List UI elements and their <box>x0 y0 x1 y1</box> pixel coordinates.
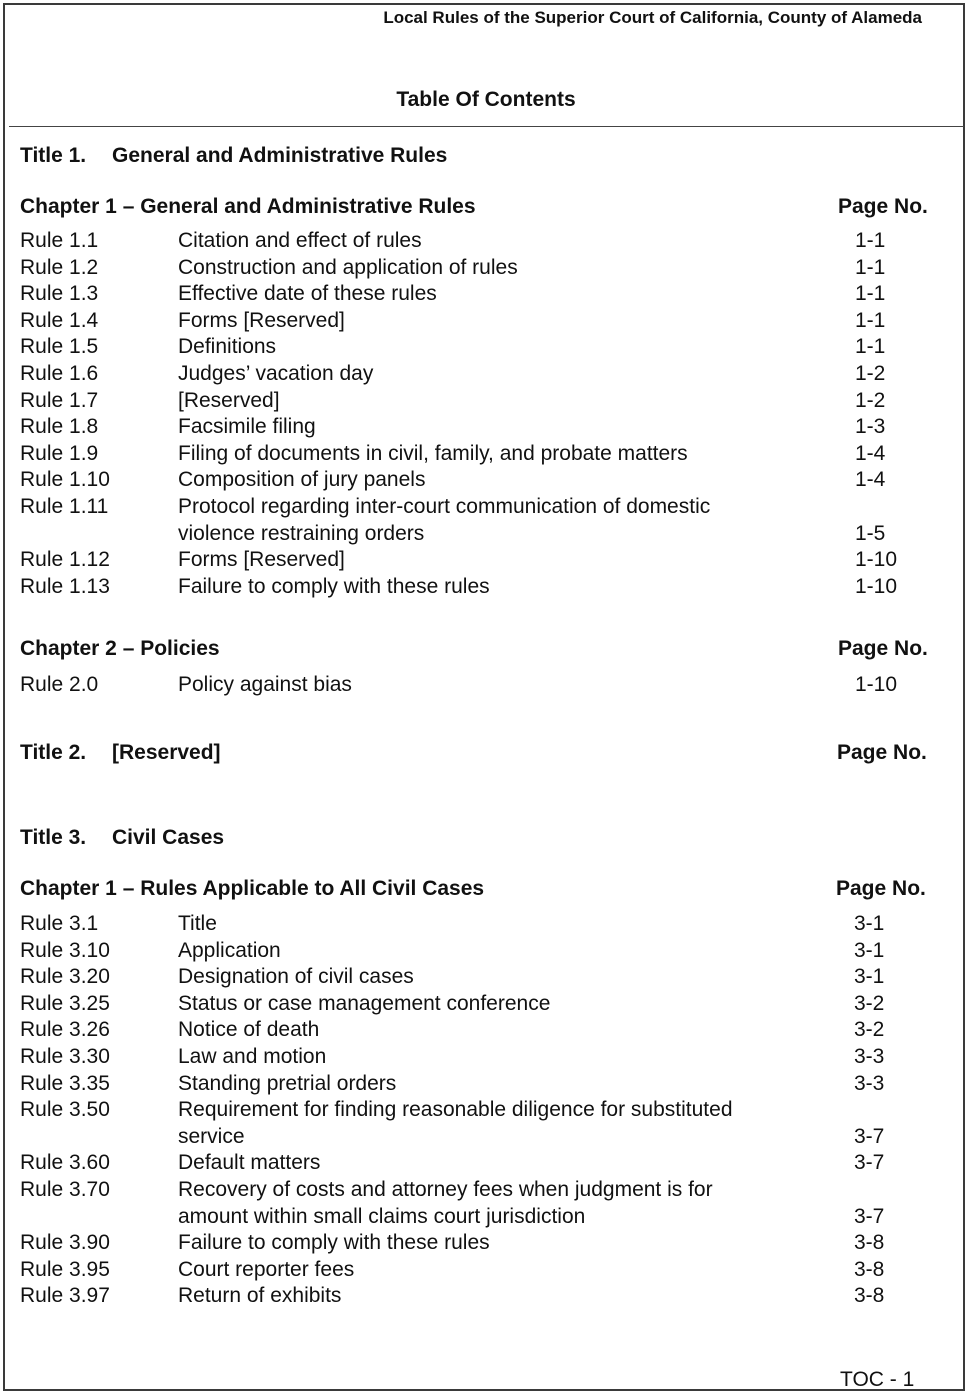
rule-number: Rule 3.50 <box>20 1098 110 1122</box>
rule-page-number: 3-7 <box>854 1124 885 1148</box>
rule-page-number: 1-5 <box>855 521 886 545</box>
rule-description: Forms [Reserved] <box>178 548 345 572</box>
page-footer: TOC - 1 <box>840 1368 915 1391</box>
rule-page-number: 1-4 <box>855 441 886 465</box>
rule-number: Rule 1.4 <box>20 308 99 332</box>
rule-description: Status or case management conference <box>178 991 551 1015</box>
chapter-1-heading: Chapter 1 – General and Administrative Rules <box>20 195 476 218</box>
rule-page-number: 3-1 <box>854 965 885 989</box>
rule-page-number: 1-2 <box>855 388 886 412</box>
rule-description: Definitions <box>178 335 277 359</box>
rule-description: Facsimile filing <box>178 415 316 439</box>
title-1-name: General and Administrative Rules <box>112 144 448 167</box>
rule-description: Construction and application of rules <box>178 255 518 279</box>
rule-number: Rule 3.10 <box>20 938 110 962</box>
document-title: Table Of Contents <box>396 88 576 111</box>
rule-description: Composition of jury panels <box>178 468 426 492</box>
title-2-name: [Reserved] <box>112 741 221 764</box>
rule-description: Protocol regarding inter-court communication of domestic <box>178 495 711 518</box>
rule-page-number: 3-1 <box>854 912 885 935</box>
rule-page-number: 1-10 <box>855 673 898 696</box>
rule-description: Law and motion <box>178 1045 327 1068</box>
title-3-number: Title 3. <box>20 826 87 849</box>
chapter-2-page-label: Page No. <box>838 637 928 660</box>
rule-page-number: 1-1 <box>855 229 886 252</box>
running-header: Local Rules of the Superior Court of California, County of Alameda <box>383 8 922 27</box>
rule-number: Rule 1.12 <box>20 548 110 572</box>
rule-number: Rule 3.90 <box>20 1231 110 1255</box>
rule-number: Rule 1.7 <box>20 388 99 412</box>
rule-description: Standing pretrial orders <box>178 1071 397 1095</box>
rule-number: Rule 3.35 <box>20 1071 110 1095</box>
rule-page-number: 1-2 <box>855 362 886 385</box>
rule-page-number: 3-8 <box>854 1231 885 1255</box>
rule-page-number: 1-10 <box>855 548 898 572</box>
rule-page-number: 3-2 <box>854 1018 885 1042</box>
rule-number: Rule 1.1 <box>20 229 99 252</box>
rule-page-number: 1-1 <box>855 335 886 359</box>
header-divider <box>9 126 964 127</box>
rule-number: Rule 2.0 <box>20 673 99 696</box>
rule-description: Default matters <box>178 1151 321 1175</box>
rule-page-number: 3-2 <box>854 991 885 1015</box>
title-1-number: Title 1. <box>20 144 87 167</box>
rule-page-number: 3-3 <box>854 1045 885 1068</box>
rule-number: Rule 1.6 <box>20 362 99 385</box>
rule-description: [Reserved] <box>178 388 280 412</box>
rule-description: Policy against bias <box>178 673 352 696</box>
rule-page-number: 3-7 <box>854 1151 885 1175</box>
rule-number: Rule 1.3 <box>20 282 99 306</box>
rule-number: Rule 3.26 <box>20 1018 110 1042</box>
rule-number: Rule 3.70 <box>20 1178 110 1201</box>
rule-number: Rule 1.13 <box>20 574 110 598</box>
rule-description: Requirement for finding reasonable diligence for substituted <box>178 1098 733 1122</box>
title-3-name: Civil Cases <box>112 826 225 849</box>
rule-description: Return of exhibits <box>178 1284 342 1308</box>
rule-page-number: 1-1 <box>855 308 886 332</box>
rule-description: Effective date of these rules <box>178 282 437 306</box>
rule-description: Designation of civil cases <box>178 965 414 989</box>
title-3-heading <box>20 826 224 850</box>
rule-page-number: 3-1 <box>854 938 885 962</box>
rule-number: Rule 1.8 <box>20 415 99 439</box>
rule-number: Rule 1.11 <box>20 495 109 518</box>
rule-number: Rule 1.10 <box>20 468 110 492</box>
rule-description-continued: service <box>178 1124 245 1148</box>
rule-description: Filing of documents in civil, family, and probate matters <box>178 441 688 465</box>
rule-page-number: 1-3 <box>855 415 886 439</box>
rule-number: Rule 1.2 <box>20 255 99 279</box>
rule-page-number: 1-10 <box>855 574 898 598</box>
chapter-1-page-label: Page No. <box>838 195 928 218</box>
civil-chapter-1-page-label: Page No. <box>836 877 926 900</box>
rule-description: Forms [Reserved] <box>178 308 345 332</box>
title-2-page-label: Page No. <box>837 741 927 764</box>
rule-number: Rule 3.60 <box>20 1151 110 1175</box>
rule-number: Rule 3.97 <box>20 1284 110 1308</box>
title-2-heading <box>20 741 221 765</box>
civil-chapter-1-heading: Chapter 1 – Rules Applicable to All Civil Cases <box>20 877 485 900</box>
rule-number: Rule 3.95 <box>20 1257 110 1281</box>
rule-description: Court reporter fees <box>178 1257 355 1281</box>
title-2-number: Title 2. <box>20 741 87 764</box>
rule-description: Notice of death <box>178 1018 320 1042</box>
rule-description: Application <box>178 938 281 962</box>
rule-number: Rule 3.30 <box>20 1045 110 1068</box>
rule-description-continued: violence restraining orders <box>178 521 425 545</box>
rule-page-number: 1-1 <box>855 255 886 279</box>
rule-number: Rule 1.5 <box>20 335 99 359</box>
rule-page-number: 3-8 <box>854 1284 885 1308</box>
rule-description: Citation and effect of rules <box>178 229 422 252</box>
rule-description: Judges’ vacation day <box>178 362 374 385</box>
rule-description: Failure to comply with these rules <box>178 1231 490 1255</box>
rule-page-number: 1-1 <box>855 282 886 306</box>
rule-page-number: 3-3 <box>854 1071 885 1095</box>
rule-page-number: 1-4 <box>855 468 886 492</box>
rule-number: Rule 3.25 <box>20 991 110 1015</box>
chapter-2-heading: Chapter 2 – Policies <box>20 637 220 660</box>
rule-page-number: 3-8 <box>854 1257 885 1281</box>
rule-number: Rule 3.20 <box>20 965 110 989</box>
rule-description: Recovery of costs and attorney fees when judgment is for <box>178 1178 713 1201</box>
rule-number: Rule 1.9 <box>20 441 99 465</box>
rule-description-continued: amount within small claims court jurisdiction <box>178 1204 586 1228</box>
rule-description: Title <box>178 912 217 935</box>
rule-description: Failure to comply with these rules <box>178 574 490 598</box>
rule-page-number: 3-7 <box>854 1204 885 1228</box>
rule-number: Rule 3.1 <box>20 912 99 935</box>
title-1-heading <box>20 144 447 168</box>
